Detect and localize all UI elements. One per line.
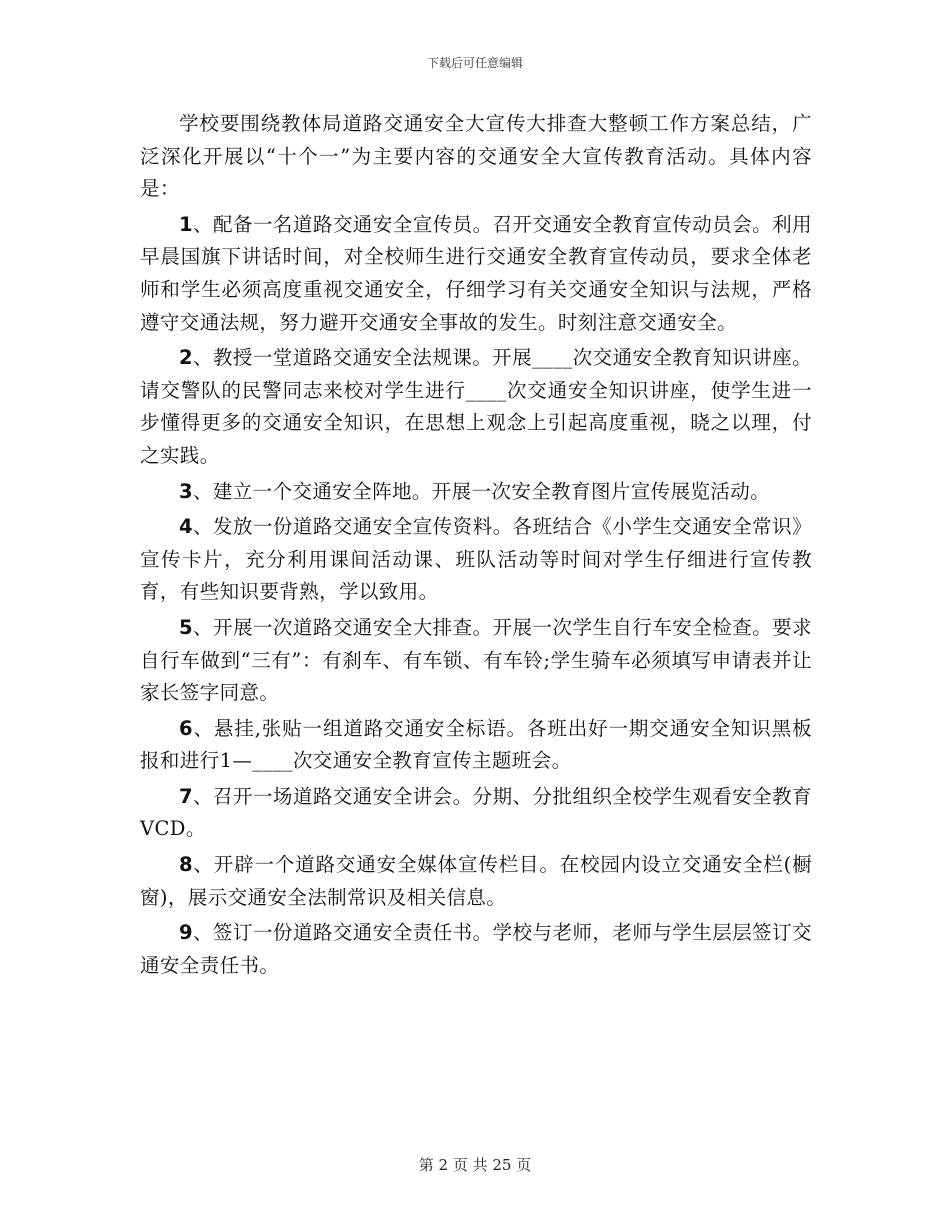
list-item-7 (140, 781, 812, 846)
item-text: 、召开一场道路交通安全讲会。分期、分批组织全校学生观看安全教育VCD。 (140, 784, 812, 841)
list-item-9 (140, 917, 812, 982)
item-text: 、发放一份道路交通安全宣传资料。各班结合《小学生交通安全常识》宣传卡片，充分利用课间活动课、班队活动等时间对学生仔细进行宣传教育，有些知识要背熟，学以致用。 (140, 515, 812, 604)
item-number: 5 (179, 615, 193, 639)
page-header-note: 下载后可任意编辑 (426, 56, 523, 70)
intro-paragraph: 学校要围绕教体局道路交通安全大宣传大排查大整顿工作方案总结，广泛深化开展以“十个一”为主要内容的交通安全大宣传教育活动。具体内容是： (140, 112, 812, 201)
item-number: 4 (179, 515, 193, 539)
item-number: 6 (179, 716, 193, 740)
item-number: 9 (179, 921, 193, 945)
list-item-8 (140, 849, 812, 914)
page-number-footer: 第 2 页 共 25 页 (418, 1156, 532, 1174)
item-text: 、开展一次道路交通安全大排查。开展一次学生自行车安全检查。要求自行车做到“三有”：有刹车、有车锁、有车铃;学生骑车必须填写申请表并让家长签字同意。 (140, 615, 812, 705)
list-item-6 (140, 713, 812, 778)
item-text: 、配备一名道路交通安全宣传员。召开交通安全教育宣传动员会。利用早晨国旗下讲话时间，对全校师生进行交通安全教育宣传动员，要求全体老师和学生必须高度重视交通安全，仔细学习有关交通安全知识与法规，严格遵守交通法规，努力避开交通安全事故的发生。时刻注意交通安全。 (140, 212, 812, 334)
item-text: 、教授一堂道路交通安全法规课。开展____次交通安全教育知识讲座。请交警队的民警同志来校对学生进行____次交通安全知识讲座，使学生进一步懂得更多的交通安全知识，在思想上观念上引起高度重视，晓之以理，付之实践。 (140, 346, 812, 467)
item-text: 、建立一个交通安全阵地。开展一次安全教育图片宣传展览活动。 (192, 479, 771, 503)
item-text: 、开辟一个道路交通安全媒体宣传栏目。在校园内设立交通安全栏(橱窗)，展示交通安全法制常识及相关信息。 (140, 853, 812, 909)
item-text: 、签订一份道路交通安全责任书。学校与老师，老师与学生层层签订交通安全责任书。 (140, 921, 812, 977)
item-text: 、悬挂,张贴一组道路交通安全标语。各班出好一期交通安全知识黑板报和进行1—____次交通安全教育宣传主题班会。 (140, 716, 812, 773)
list-item-4 (140, 511, 812, 609)
item-number: 1 (179, 212, 193, 236)
item-number: 7 (179, 784, 193, 808)
item-number: 2 (179, 346, 193, 370)
list-item-3 (140, 476, 812, 509)
document-body (140, 108, 812, 982)
item-number: 3 (179, 479, 193, 503)
item-number: 8 (179, 853, 193, 877)
list-item-1 (140, 209, 812, 339)
list-item-5 (140, 612, 812, 710)
list-item-2 (140, 342, 812, 472)
